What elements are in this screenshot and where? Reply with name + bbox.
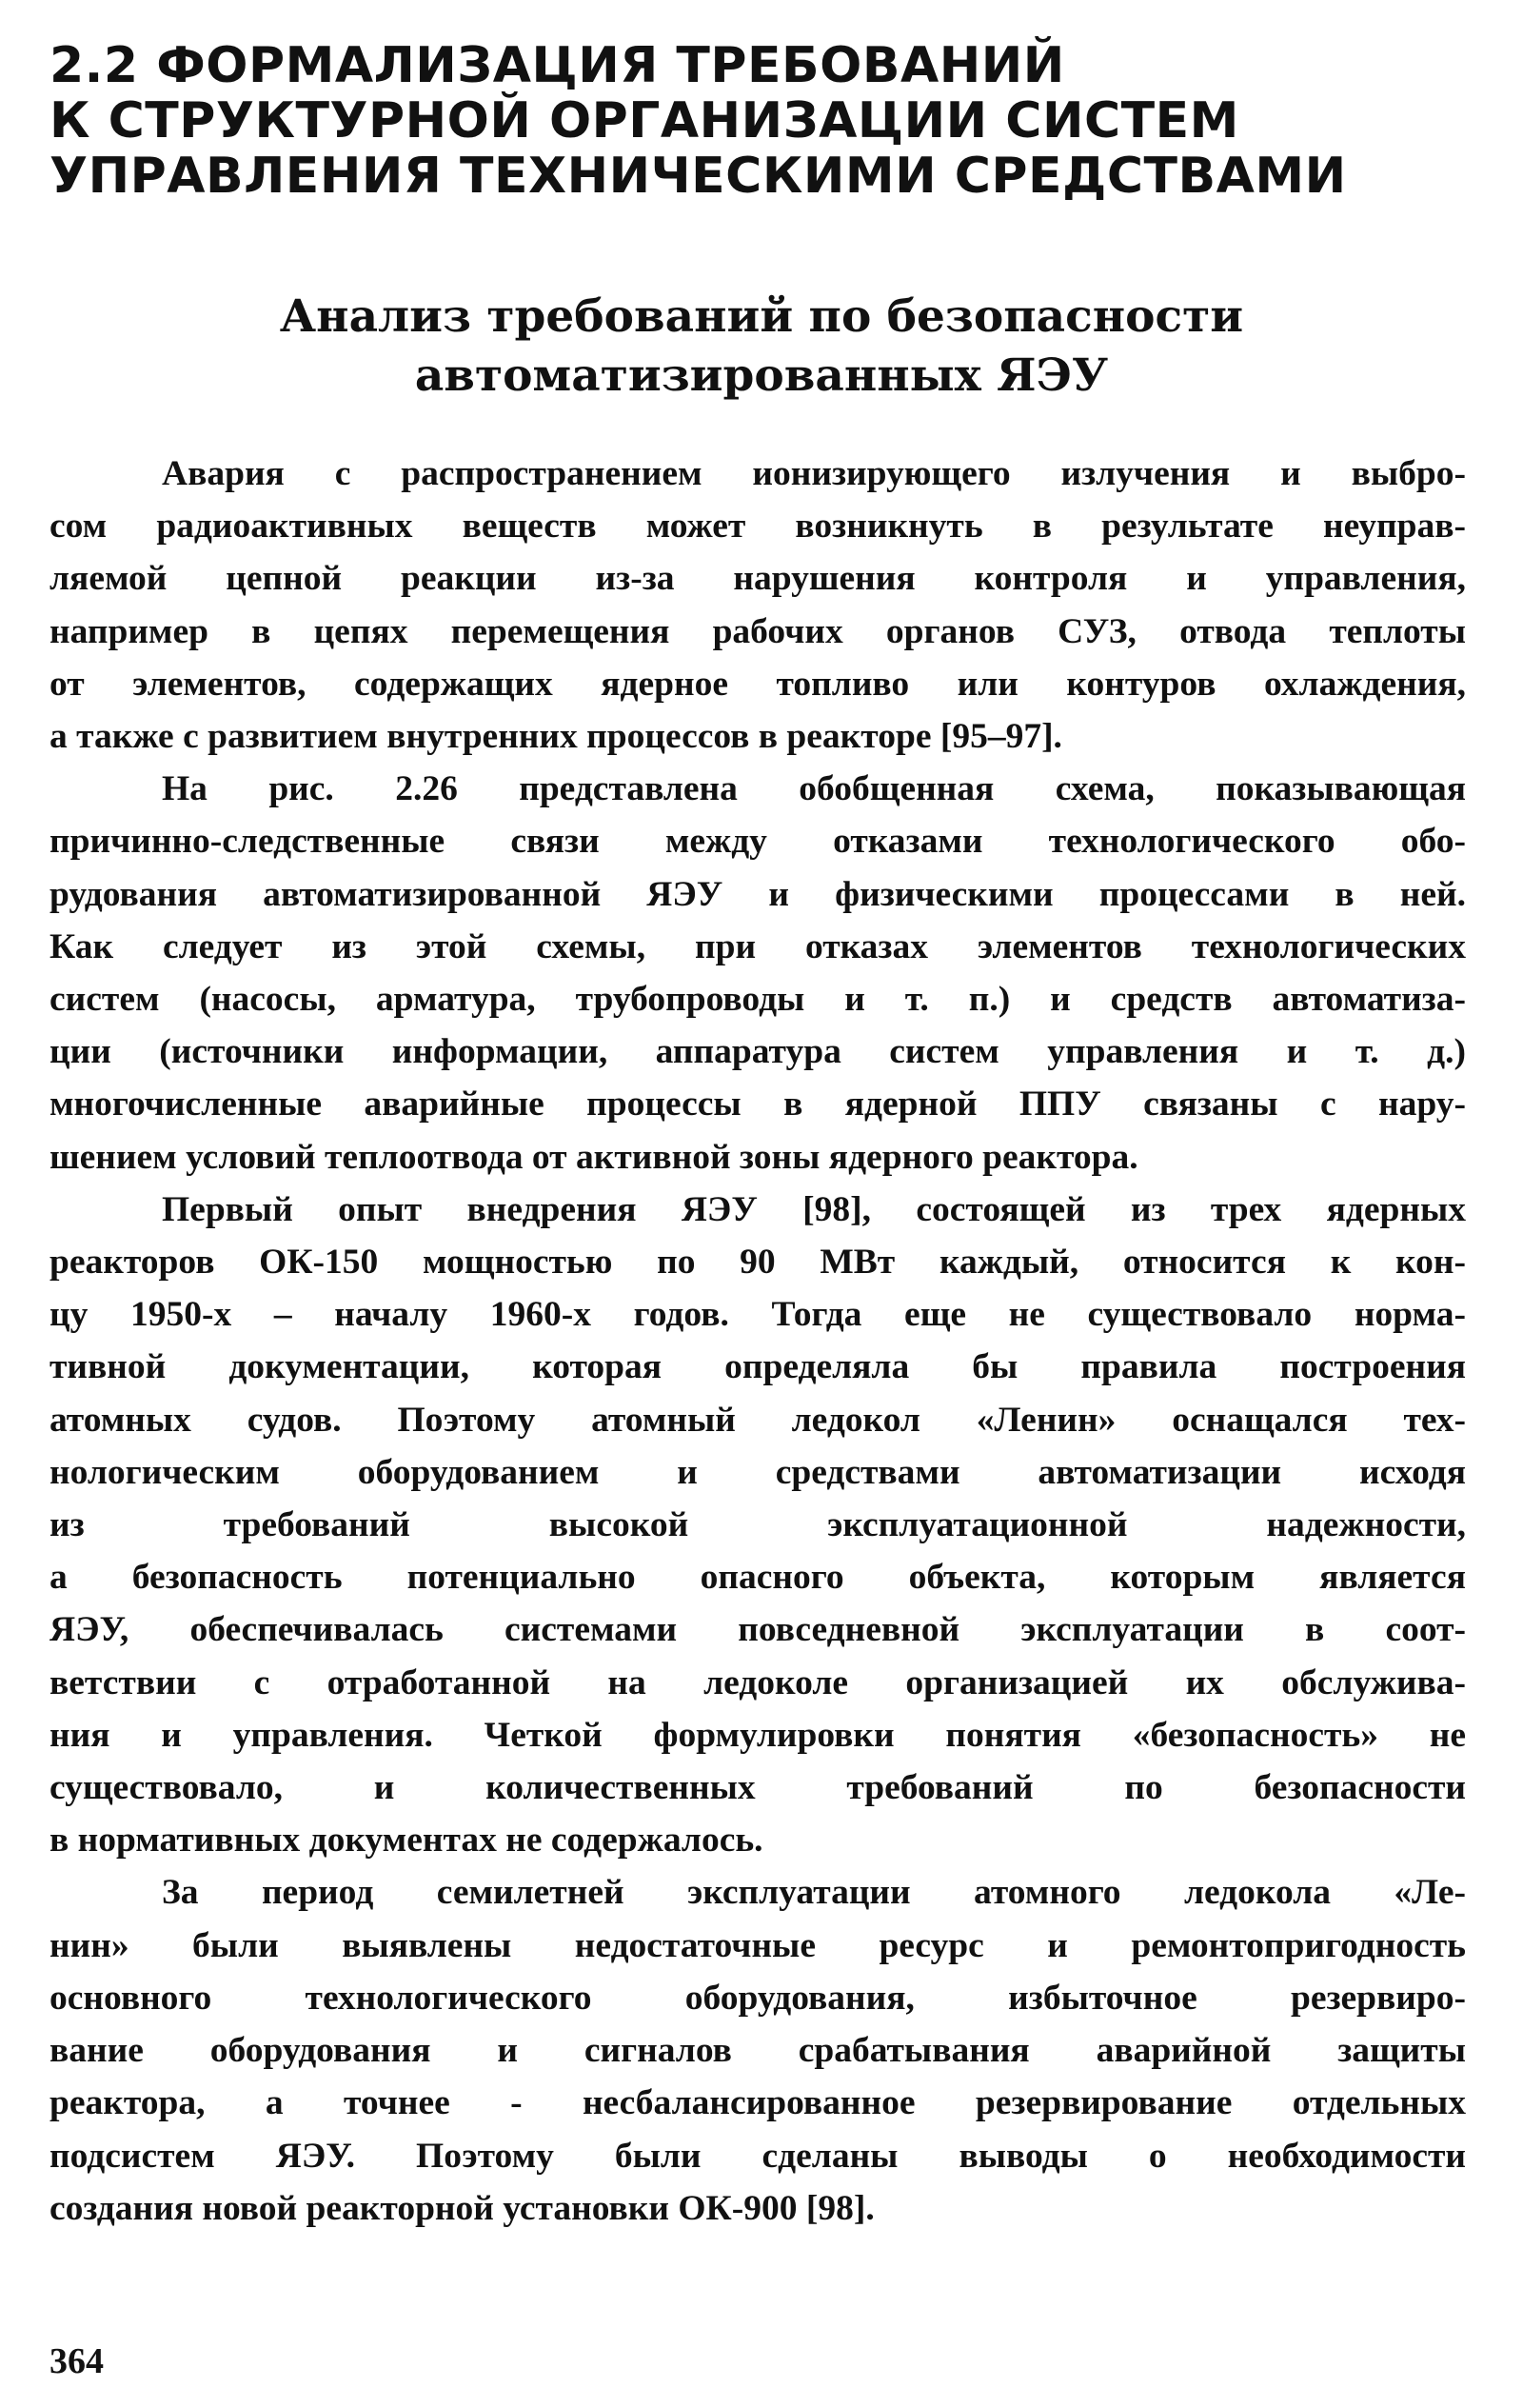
text-line: например в цепях перемещения рабочих органов СУЗ, отвода теплоты — [49, 611, 1466, 651]
section-title — [190, 288, 1333, 406]
text-line: ветствии с отработанной на ледоколе организацией их обслужива- — [49, 1662, 1466, 1702]
text-line: нологическим оборудованием и средствами автоматизации исходя — [49, 1452, 1466, 1492]
text-line: существовало, и количественных требований по безопасности — [49, 1768, 1466, 1808]
chapter-title-line: 2.2 ФОРМАЛИЗАЦИЯ ТРЕБОВАНИЙ — [49, 37, 1065, 94]
text-line: атомных судов. Поэтому атомный ледокол «Ленин» оснащался тех- — [49, 1400, 1466, 1440]
body-text — [49, 448, 1466, 2235]
text-line: систем (насосы, арматура, трубопроводы и т. п.) и средств автоматиза- — [49, 980, 1466, 1020]
text-line: от элементов, содержащих ядерное топливо или контуров охлаждения, — [49, 664, 1466, 704]
chapter-title-line: УПРАВЛЕНИЯ ТЕХНИЧЕСКИМИ СРЕДСТВАМИ — [49, 148, 1347, 205]
paragraph-icebreaker-lenin — [49, 1866, 1466, 2234]
paragraph-figure-reference — [49, 763, 1466, 1184]
text-line: из требований высокой эксплуатационной надежности, — [49, 1505, 1466, 1545]
text-line: Первый опыт внедрения ЯЭУ [98], состоящей из трех ядерных — [162, 1189, 1466, 1229]
text-line: а также с развитием внутренних процессов в реакторе [95–97]. — [49, 717, 1062, 757]
text-line: создания новой реакторной установки ОК-900 [98]. — [49, 2188, 875, 2228]
text-line: сом радиоактивных веществ может возникнуть в результате неуправ- — [49, 507, 1466, 547]
text-line: вание оборудования и сигналов срабатывания аварийной защиты — [49, 2031, 1466, 2071]
text-line: ЯЭУ, обеспечивалась системами повседневной эксплуатации в соот- — [49, 1610, 1466, 1650]
section-title-line: Анализ требований по безопасности — [279, 290, 1244, 343]
text-line: многочисленные аварийные процессы в ядерной ППУ связаны с нару- — [49, 1085, 1466, 1124]
chapter-title — [49, 38, 1477, 204]
text-line: Авария с распространением ионизирующего излучения и выбро- — [162, 454, 1466, 493]
text-line: За период семилетней эксплуатации атомного ледокола «Ле- — [162, 1873, 1466, 1913]
text-line: Как следует из этой схемы, при отказах элементов технологических — [49, 926, 1466, 966]
text-line: а безопасность потенциально опасного объекта, которым является — [49, 1558, 1466, 1598]
text-line: причинно-следственные связи между отказами технологического обо- — [49, 822, 1466, 862]
paragraph-first-experience — [49, 1184, 1466, 1867]
text-line: На рис. 2.26 представлена обобщенная схема, показывающая — [162, 769, 1466, 809]
text-line: шением условий теплоотвода от активной зоны ядерного реактора. — [49, 1137, 1138, 1177]
text-line: реактора, а точнее - несбалансированное резервирование отдельных — [49, 2083, 1466, 2123]
text-line: реакторов ОК-150 мощностью по 90 МВт каждый, относится к кон- — [49, 1243, 1466, 1283]
text-line: тивной документации, которая определяла бы правила построения — [49, 1347, 1466, 1387]
chapter-title-line: К СТРУКТУРНОЙ ОРГАНИЗАЦИИ СИСТЕМ — [49, 92, 1239, 149]
text-line: в нормативных документах не содержалось. — [49, 1821, 763, 1861]
section-title-line: автоматизированных ЯЭУ — [414, 349, 1109, 402]
paragraph-accident — [49, 448, 1466, 763]
text-line: ции (источники информации, аппаратура систем управления и т. д.) — [49, 1032, 1466, 1072]
text-line: нин» были выявлены недостаточные ресурс и ремонтопригодность — [49, 1925, 1466, 1965]
page-number: 364 — [49, 2341, 104, 2381]
text-line: подсистем ЯЭУ. Поэтому были сделаны выводы о необходимости — [49, 2136, 1466, 2176]
text-line: ния и управления. Четкой формулировки понятия «безопасность» не — [49, 1715, 1466, 1755]
text-line: основного технологического оборудования, избыточное резервиро- — [49, 1978, 1466, 2018]
text-line: рудования автоматизированной ЯЭУ и физическими процессами в ней. — [49, 874, 1466, 914]
text-line: цу 1950-х – началу 1960-х годов. Тогда еще не существовало норма- — [49, 1295, 1466, 1335]
text-line: ляемой цепной реакции из-за нарушения контроля и управления, — [49, 559, 1466, 599]
